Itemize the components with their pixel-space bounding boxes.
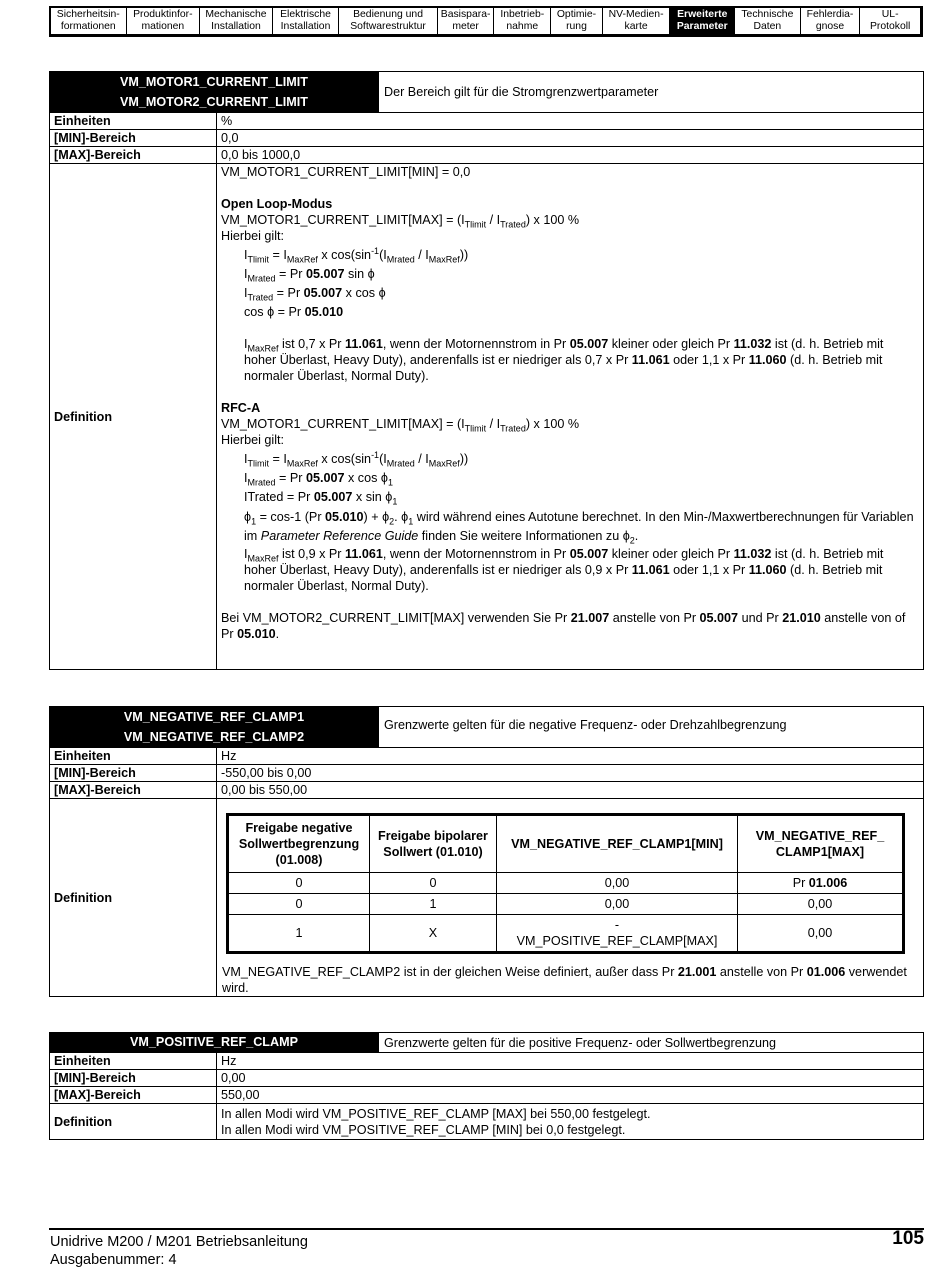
nav-tab-label-line2: Parameter [676,21,728,32]
nav-tab-label-line1: Produktinfor- [133,9,193,20]
table-cell: 0 [370,873,497,894]
nav-tab-gnose[interactable] [801,8,861,34]
nav-tab-label-line1: Technische [741,9,794,20]
column-header: Freigabe bipolarer Sollwert (01.010) [370,815,497,873]
column-header: VM_NEGATIVE_REF_ CLAMP1[MAX] [738,815,904,873]
table-cell: 1 [370,894,497,915]
units-label: Einheiten [50,1053,217,1070]
nav-tab-label-line1: Elektrische [280,9,331,20]
definition-content [217,1104,924,1140]
parameter-name-1: VM_NEGATIVE_REF_CLAMP1 [123,710,305,724]
nav-tab-nahme[interactable] [494,8,551,34]
parameter-name: VM_POSITIVE_REF_CLAMP [130,1035,298,1049]
nav-tab-label-line2: nahme [506,21,539,32]
table-cell: 0,00 [497,873,738,894]
table-row [228,894,904,915]
max-range-value: 550,00 [217,1087,924,1104]
table-cell: 0 [228,873,370,894]
negative-clamp-table [49,706,924,997]
nav-tab-label-line1: Basispara- [440,9,491,20]
nav-tab-label-line2: rung [566,21,587,32]
nav-tab-formationen[interactable] [51,8,127,34]
page-number: 105 [892,1228,924,1249]
nav-tab-label-line1: Fehlerdia- [806,9,854,20]
nav-tab-label-line1: Inbetrieb- [500,9,545,20]
parameter-description: Grenzwerte gelten für die negative Frequenz- oder Drehzahlbegrenzung [379,707,924,748]
nav-tab-label [741,9,793,33]
max-range-value: 0,0 bis 1000,0 [217,147,924,164]
nav-tab-label [557,9,596,33]
table-cell: 0,00 [738,915,904,953]
max-range-label: [MAX]-Bereich [50,147,217,164]
footer-issue: Ausgabenummer: 4 [50,1252,177,1268]
footer-title: Unidrive M200 / M201 Betriebsanleitung [50,1234,308,1250]
nav-tab-label-line1: NV-Medien- [608,9,664,20]
min-range-value: -550,00 bis 0,00 [217,765,924,782]
nav-tab-label [677,9,728,33]
table-cell-text: Pr 01.006 [792,876,848,890]
nav-tab-label-line1: Optimie- [556,9,597,20]
nav-tab-label-line1: Sicherheitsin- [56,9,120,20]
nav-tab-label [205,9,266,33]
parameter-description: Grenzwerte gelten für die positive Frequenz- oder Sollwertbegrenzung [379,1033,924,1053]
min-range-label: [MIN]-Bereich [50,1070,217,1087]
parameter-name-header [50,72,379,113]
nav-tab-karte[interactable] [603,8,671,34]
nav-tab-label [350,9,426,33]
parameter-name-header [50,1033,379,1053]
table-cell: X [370,915,497,953]
max-range-label: [MAX]-Bereich [50,782,217,799]
column-header: VM_NEGATIVE_REF_CLAMP1[MIN] [497,815,738,873]
definition-label: Definition [50,799,217,997]
nav-tab-daten[interactable] [735,8,801,34]
nav-tab-label [500,9,544,33]
table-cell [738,873,904,894]
chapter-nav [49,6,923,37]
nav-tab-parameter[interactable] [670,8,735,34]
footer-divider [49,1228,924,1230]
min-range-value: 0,00 [217,1070,924,1087]
nav-tab-rung[interactable] [551,8,603,34]
positive-clamp-table [49,1032,924,1140]
min-range-label: [MIN]-Bereich [50,130,217,147]
nav-tab-label [870,9,910,33]
nav-tab-label [57,9,120,33]
nav-tab-label [280,9,331,33]
nav-tab-label-line2: Installation [211,21,261,32]
nav-tab-label-line2: Softwarestruktur [350,21,426,32]
table-cell: 1 [228,915,370,953]
parameter-name-2: VM_NEGATIVE_REF_CLAMP2 [123,730,305,744]
nav-tab-mationen[interactable] [127,8,201,34]
nav-tab-label [441,9,491,33]
nav-tab-label-line2: mationen [141,21,185,32]
nav-tab-label-line2: formationen [60,21,116,32]
nav-tab-label [133,9,192,33]
parameter-name-2: VM_MOTOR2_CURRENT_LIMIT [120,95,308,109]
column-header: Freigabe negative Sollwertbegrenzung (01.008) [228,815,370,873]
definition-content: VM_MOTOR1_CURRENT_LIMIT[MIN] = 0,0 Open Loop-Modus VM_MOTOR1_CURRENT_LIMIT[MAX] = $(I_{Tlimit} / I_{Trated})$ x 100 % Hierbei gilt: $I_{Tlimit} = I_{MaxRef}$ x $\cos(\sin^{-1}(I_{Mrated} / I_{MaxRef}))$ $I_{Mrated} = Pr$ 05.007 sin ϕ $I_{Trated} = Pr$ 05.007 x cos ϕ cos ϕ = Pr 05.010 $I_{MaxRef}$ ist 0,7 x Pr 11.061, wenn der Motornennstrom in Pr 05.007 kleiner oder gleich Pr 11.032 ist (d. h. Betrieb mit hoher Überlast, Heavy Duty), anderenfalls ist er niedriger als 0,7 x Pr 11.061 oder 1,1 x Pr 11.060 (d. h. Betrieb mit normaler Überlast, Normal Duty). RFC-A VM_MOTOR1_CURRENT_LIMIT[MAX] = $(I_{Tlimit} / I_{Trated})$ x 100 % Hierbei gilt: $I_{Tlimit} = I_{MaxRef}$ x $\cos(\sin^{-1}(I_{Mrated} / I_{MaxRef}))$ $I_{Mrated} = Pr$ 05.007 x $\cos \phi_1$ ITrated = Pr 05.007 x $\sin \phi_1$ $\phi_1 = \cos-1$ (Pr $05.010) + \phi_2$. $\phi_1$ wird während eines Autotune berechnet. In den Min-/Maxwertberechnungen für Variablen im Parameter Reference Guide finden Sie weitere Informationen zu $\phi_2$. $I_{MaxRef}$ ist 0,9 x Pr 11.061, wenn der Motornennstrom in Pr 05.007 kleiner oder gleich Pr 11.032 ist (d. h. Betrieb mit hoher Überlast, Heavy Duty), anderenfalls ist er niedriger als 0,9 x Pr 11.061 oder 1,1 x Pr 11.060 (d. h. Betrieb mit normaler Überlast, Normal Duty). Bei VM_MOTOR2_CURRENT_LIMIT[MAX] verwenden Sie Pr 21.007 anstelle von Pr 05.007 und Pr 21.010 anstelle von of Pr 05.010. [217,164,924,670]
nav-tab-label-line2: meter [452,21,479,32]
units-label: Einheiten [50,113,217,130]
footer-document-info [50,1233,308,1269]
table-cell: 0 [228,894,370,915]
nav-tab-label [807,9,854,33]
table-cell: 0,00 [497,894,738,915]
min-range-value: 0,0 [217,130,924,147]
nav-tab-installation[interactable] [200,8,273,34]
nav-tab-label-line2: gnose [815,21,845,32]
nav-tab-label-line2: Protokoll [869,21,911,32]
definition-content: Freigabe negative Sollwertbegrenzung (01.008) Freigabe bipolarer Sollwert (01.010) VM_NEGATIVE_REF_CLAMP1[MIN] VM_NEGATIVE_REF_ CLAMP1[MAX] 0 0 0,00 Pr 01.006 0 1 0,00 0,00 1 X - VM_POSITIVE_REF_CLAMP[MAX] 0,00 VM_NEGATIVE_REF_CLAMP2 ist in der gleichen Weise definiert, außer dass Pr 21.001 anstelle von Pr 01.006 verwendet wird. [217,799,924,997]
nav-tab-label-line1: Erweiterte [677,9,728,20]
clamp-settings-table [226,813,905,954]
table-row [228,915,904,953]
nav-tab-protokoll[interactable] [860,8,920,34]
definition-line-1: In allen Modi wird VM_POSITIVE_REF_CLAMP [MAX] bei 550,00 festgelegt. [221,1106,651,1121]
max-range-label: [MAX]-Bereich [50,1087,217,1104]
nav-tab-installation[interactable] [273,8,340,34]
nav-tab-softwarestruktur[interactable] [339,8,437,34]
parameter-name-1: VM_MOTOR1_CURRENT_LIMIT [120,75,308,89]
nav-tab-label-line1: Mechanische [205,9,267,20]
parameter-description: Der Bereich gilt für die Stromgrenzwertparameter [379,72,924,113]
parameter-name-header [50,707,379,748]
units-value: % [217,113,924,130]
units-value: Hz [217,748,924,765]
nav-tab-label-line1: Bedienung und [353,9,423,20]
current-limit-table [49,71,924,670]
nav-tab-meter[interactable] [438,8,495,34]
nav-tab-label [609,9,664,33]
definition-label: Definition [50,164,217,670]
units-value: Hz [217,1053,924,1070]
definition-label: Definition [50,1104,217,1140]
max-range-value: 0,00 bis 550,00 [217,782,924,799]
table-cell: 0,00 [738,894,904,915]
min-range-label: [MIN]-Bereich [50,765,217,782]
table-row [228,873,904,894]
nav-tab-label-line1: UL- [881,9,899,20]
definition-line-2: In allen Modi wird VM_POSITIVE_REF_CLAMP [MIN] bei 0,0 festgelegt. [221,1122,626,1137]
nav-tab-label-line2: Daten [753,21,782,32]
nav-tab-label-line2: Installation [280,21,331,32]
nav-tab-label-line2: karte [624,21,648,32]
units-label: Einheiten [50,748,217,765]
table-cell: - VM_POSITIVE_REF_CLAMP[MAX] [497,915,738,953]
